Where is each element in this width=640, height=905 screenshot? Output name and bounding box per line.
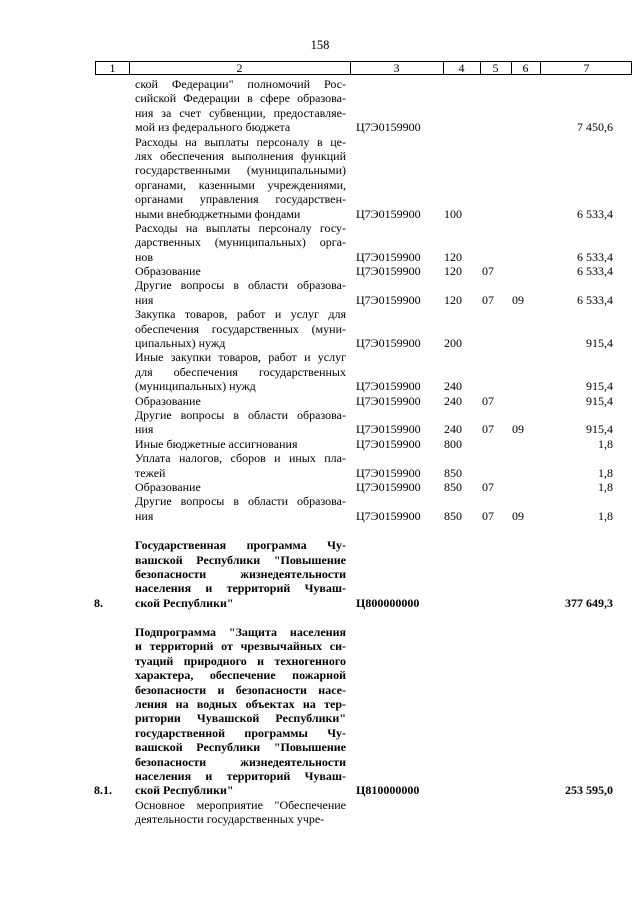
header-col-2: 2 — [236, 61, 243, 75]
row-name-line: деятельности государственных учре- — [135, 812, 325, 827]
header-col-5: 5 — [492, 61, 499, 75]
row-code: Ц7Э0159900 — [356, 206, 421, 221]
table-row — [0, 625, 640, 798]
row-name-line: лях обеспечения выполнения функций — [135, 148, 346, 163]
table-row — [0, 77, 640, 135]
row-name-line: Иные бюджетные ассигнования — [135, 436, 298, 451]
row-rz: 07 — [482, 508, 494, 523]
row-amount: 6 533,4 — [577, 292, 613, 307]
row-code: Ц7Э0159900 — [356, 465, 421, 480]
row-name-line: Уплата налогов, сборов и иных пла- — [135, 451, 346, 466]
header-col-3: 3 — [393, 61, 400, 75]
row-name-line: ской Федерации" полномочий Рос- — [135, 77, 346, 91]
row-name-line: Расходы на выплаты персоналу в це- — [135, 134, 346, 149]
row-name-line: Государственная программа Чу- — [135, 538, 346, 553]
table-row — [0, 538, 640, 610]
row-name-line: Иные закупки товаров, работ и услуг — [135, 350, 346, 365]
table-row — [0, 135, 640, 221]
table-row — [0, 221, 640, 264]
row-number: 8. — [94, 595, 103, 610]
row-vr: 120 — [444, 264, 462, 279]
row-code: Ц7Э0159900 — [356, 249, 421, 264]
table-row — [0, 394, 640, 408]
row-name-line: Другие вопросы в области образова- — [135, 407, 346, 422]
header-col-4: 4 — [458, 61, 465, 75]
row-amount: 915,4 — [586, 379, 613, 394]
row-code: Ц7Э0159900 — [356, 422, 421, 437]
row-pr: 09 — [512, 292, 524, 307]
table-row — [0, 437, 640, 451]
header-col-1: 1 — [109, 61, 116, 75]
row-amount: 1,8 — [598, 436, 613, 451]
row-vr: 240 — [444, 422, 462, 437]
row-gap — [0, 610, 640, 625]
row-name — [135, 480, 346, 494]
row-code: Ц810000000 — [356, 783, 420, 798]
header-col-7: 7 — [583, 61, 590, 75]
row-name — [135, 77, 346, 135]
row-name-line: ципальных) нужд — [135, 336, 226, 351]
row-name-line: Другие вопросы в области образова- — [135, 494, 346, 509]
row-name-line: Другие вопросы в области образова- — [135, 278, 346, 293]
row-name-line: ления на водных объектах на тер- — [135, 697, 346, 712]
row-code: Ц7Э0159900 — [356, 292, 421, 307]
row-name — [135, 625, 346, 798]
row-name-line: ской Республики" — [135, 783, 234, 798]
row-rz: 07 — [482, 264, 494, 279]
row-name-line: ния за счет субвенции, предоставляе- — [135, 105, 346, 120]
row-vr: 100 — [444, 206, 462, 221]
row-amount: 1,8 — [598, 479, 613, 494]
row-name-line: (муниципальных) нужд — [135, 379, 256, 394]
row-vr: 850 — [444, 465, 462, 480]
table-header — [95, 61, 632, 75]
row-name-line: государственной программы Чу- — [135, 725, 346, 740]
row-name-line: нов — [135, 249, 154, 264]
row-rz: 07 — [482, 479, 494, 494]
row-name-line: ния — [135, 422, 154, 437]
row-name — [135, 408, 346, 437]
row-amount: 1,8 — [598, 465, 613, 480]
row-name-line: Образование — [135, 393, 201, 408]
row-name-line: ской Республики" — [135, 595, 234, 610]
row-name — [135, 264, 346, 278]
row-pr: 09 — [512, 422, 524, 437]
page-number: 158 — [310, 38, 330, 52]
row-name-line: вашской Республики "Повышение — [135, 552, 346, 567]
row-name-line: органами, казенными учреждениями, — [135, 177, 346, 192]
row-name-line: мой из федерального бюджета — [135, 120, 291, 135]
row-amount: 1,8 — [598, 508, 613, 523]
row-name-line: и территорий от чрезвычайных си- — [135, 639, 346, 654]
row-name-line: характера, обеспечение пожарной — [135, 668, 346, 683]
row-code: Ц7Э0159900 — [356, 479, 421, 494]
row-name-line: Образование — [135, 264, 201, 279]
row-name — [135, 394, 346, 408]
row-name — [135, 494, 346, 523]
row-code: Ц7Э0159900 — [356, 336, 421, 351]
row-name-line: Закупка товаров, работ и услуг для — [135, 307, 346, 322]
row-name-line: Основное мероприятие "Обеспечение — [135, 797, 346, 812]
row-name-line: органами управления государствен- — [135, 192, 346, 207]
row-name — [135, 135, 346, 221]
row-vr: 120 — [444, 249, 462, 264]
row-name-line: вашской Республики "Повышение — [135, 740, 346, 755]
row-name-line: тежей — [135, 465, 166, 480]
row-code: Ц800000000 — [356, 595, 420, 610]
header-col-6: 6 — [522, 61, 529, 75]
row-name — [135, 451, 346, 480]
row-code: Ц7Э0159900 — [356, 264, 421, 279]
row-rz: 07 — [482, 393, 494, 408]
row-name — [135, 437, 346, 451]
row-name-line: государственными (муниципальными) — [135, 163, 346, 178]
table-row — [0, 798, 640, 827]
table-row — [0, 408, 640, 437]
table-row — [0, 278, 640, 307]
row-amount: 6 533,4 — [577, 264, 613, 279]
row-amount: 915,4 — [586, 336, 613, 351]
row-name-line: ния — [135, 292, 154, 307]
row-name-line: ния — [135, 508, 154, 523]
row-rz: 07 — [482, 422, 494, 437]
row-name — [135, 798, 346, 827]
row-vr: 120 — [444, 292, 462, 307]
row-vr: 200 — [444, 336, 462, 351]
row-vr: 240 — [444, 393, 462, 408]
row-code: Ц7Э0159900 — [356, 120, 421, 135]
row-amount: 7 450,6 — [577, 120, 613, 135]
row-name-line: безопасности и безопасности насе- — [135, 682, 346, 697]
table-row — [0, 307, 640, 350]
row-name-line: безопасности жизнедеятельности — [135, 754, 346, 769]
table-row — [0, 494, 640, 523]
row-code: Ц7Э0159900 — [356, 508, 421, 523]
row-name — [135, 307, 346, 350]
table-body — [0, 77, 640, 827]
row-name — [135, 221, 346, 264]
row-name-line: сийской Федерации в сфере образова- — [135, 91, 346, 106]
row-name-line: безопасности жизнедеятельности — [135, 566, 346, 581]
row-name-line: ритории Чувашской Республики" — [135, 711, 346, 726]
row-amount: 915,4 — [586, 422, 613, 437]
row-name-line: ными внебюджетными фондами — [135, 206, 301, 221]
row-name-line: для обеспечения государственных — [135, 364, 346, 379]
row-name — [135, 278, 346, 307]
row-vr: 240 — [444, 379, 462, 394]
row-name — [135, 538, 346, 610]
row-number: 8.1. — [94, 783, 112, 798]
row-gap — [0, 523, 640, 538]
row-name — [135, 350, 346, 393]
row-name-line: населения и территорий Чуваш- — [135, 581, 346, 596]
row-name-line: Расходы на выплаты персоналу госу- — [135, 220, 346, 235]
table-row — [0, 480, 640, 494]
row-amount: 6 533,4 — [577, 249, 613, 264]
row-amount: 915,4 — [586, 393, 613, 408]
row-name-line: Подпрограмма "Защита населения — [135, 625, 346, 640]
row-code: Ц7Э0159900 — [356, 379, 421, 394]
table-row — [0, 264, 640, 278]
row-name-line: Образование — [135, 479, 201, 494]
table-row — [0, 350, 640, 393]
row-rz: 07 — [482, 292, 494, 307]
row-pr: 09 — [512, 508, 524, 523]
row-vr: 850 — [444, 508, 462, 523]
row-code: Ц7Э0159900 — [356, 436, 421, 451]
row-amount: 253 595,0 — [565, 783, 613, 798]
row-code: Ц7Э0159900 — [356, 393, 421, 408]
row-name-line: обеспечения государственных (муни- — [135, 321, 346, 336]
row-name-line: туаций природного и техногенного — [135, 653, 346, 668]
row-vr: 800 — [444, 436, 462, 451]
table-row — [0, 451, 640, 480]
row-vr: 850 — [444, 479, 462, 494]
row-name-line: дарственных (муниципальных) орга- — [135, 235, 346, 250]
row-name-line: населения и территорий Чуваш- — [135, 768, 346, 783]
row-amount: 6 533,4 — [577, 206, 613, 221]
row-amount: 377 649,3 — [565, 595, 613, 610]
